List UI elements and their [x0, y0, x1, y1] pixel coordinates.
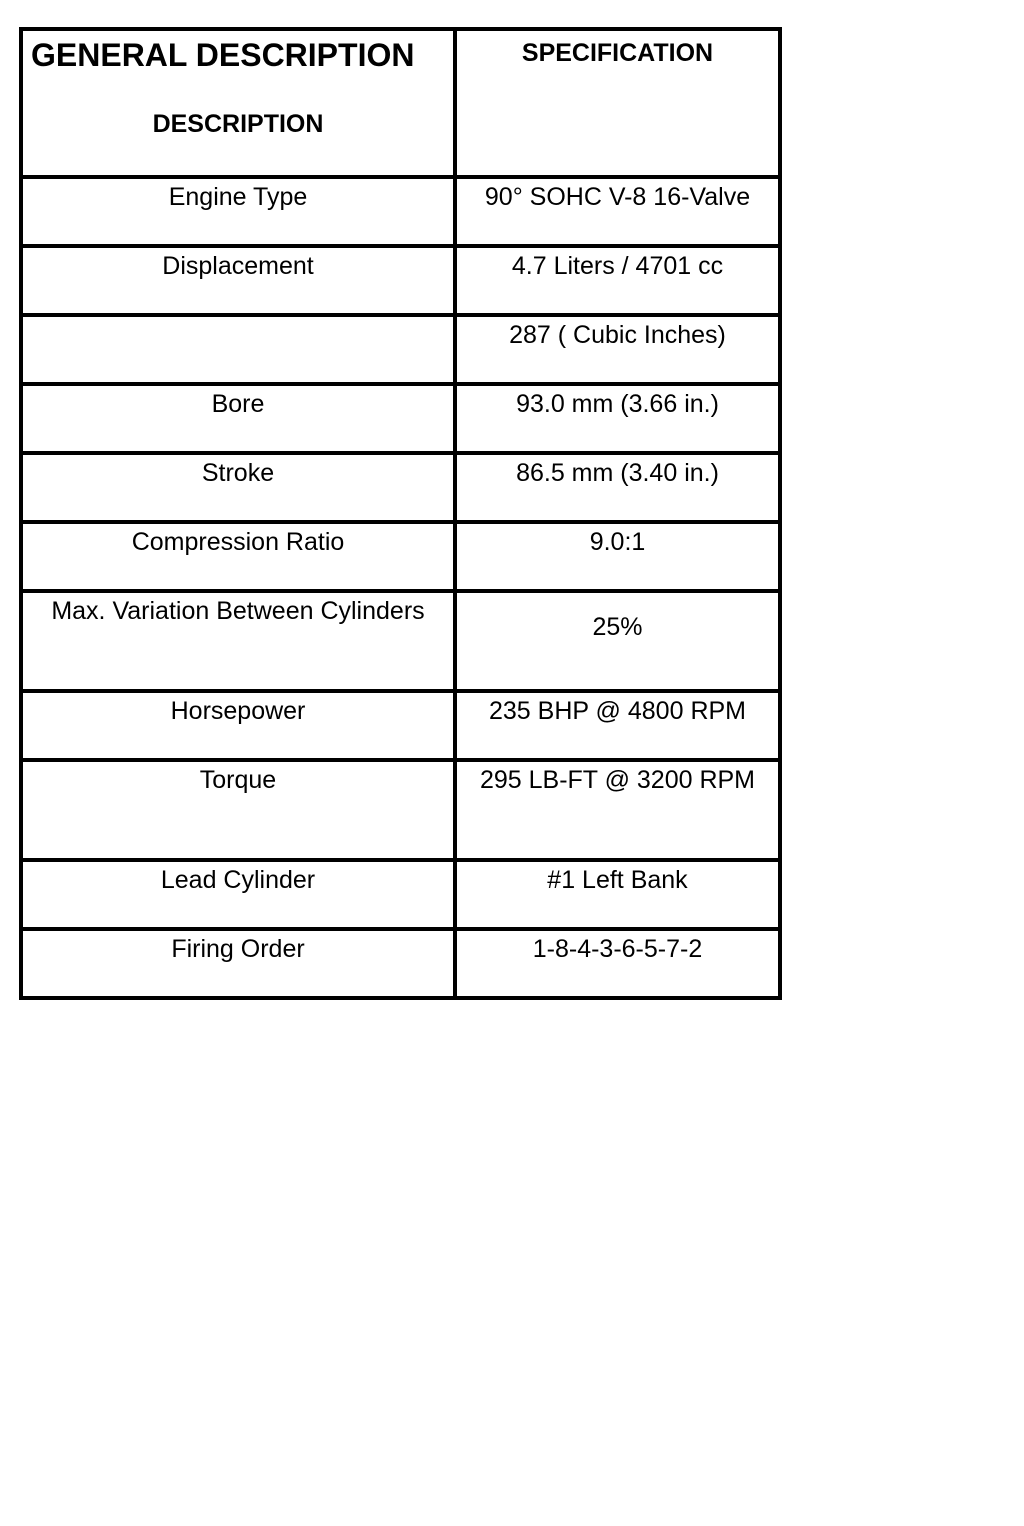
row-specification: 86.5 mm (3.40 in.) — [455, 453, 780, 522]
table-row — [21, 522, 780, 591]
row-specification: 9.0:1 — [455, 522, 780, 591]
table-row — [21, 315, 780, 384]
table-row — [21, 860, 780, 929]
general-description-title: GENERAL DESCRIPTION — [31, 37, 415, 73]
header-specification-cell — [455, 29, 780, 177]
description-column-label: DESCRIPTION — [152, 110, 324, 138]
row-description: Stroke — [21, 453, 455, 522]
table-row — [21, 453, 780, 522]
row-specification: 4.7 Liters / 4701 cc — [455, 246, 780, 315]
specification-column-label: SPECIFICATION — [521, 39, 714, 67]
table-row — [21, 384, 780, 453]
row-description: Horsepower — [21, 691, 455, 760]
row-specification: 295 LB-FT @ 3200 RPM — [455, 760, 780, 860]
table-row — [21, 760, 780, 860]
row-description: Max. Variation Between Cylinders — [21, 591, 455, 691]
row-description: Lead Cylinder — [21, 860, 455, 929]
row-description: Displacement — [21, 246, 455, 315]
row-specification: 25% — [455, 591, 780, 691]
row-description: Bore — [21, 384, 455, 453]
table-header-row — [21, 29, 780, 177]
table-row — [21, 591, 780, 691]
row-specification: 1-8-4-3-6-5-7-2 — [455, 929, 780, 998]
table-row — [21, 929, 780, 998]
row-specification: 287 ( Cubic Inches) — [455, 315, 780, 384]
header-description-cell — [21, 29, 455, 177]
row-specification: #1 Left Bank — [455, 860, 780, 929]
row-specification: 93.0 mm (3.66 in.) — [455, 384, 780, 453]
row-description: Compression Ratio — [21, 522, 455, 591]
table-row — [21, 246, 780, 315]
table-row — [21, 691, 780, 760]
row-specification: 90° SOHC V-8 16-Valve — [455, 177, 780, 246]
row-description — [21, 315, 455, 384]
row-description: Engine Type — [21, 177, 455, 246]
engine-spec-table — [19, 27, 782, 1000]
row-description: Torque — [21, 760, 455, 860]
row-description: Firing Order — [21, 929, 455, 998]
table-row — [21, 177, 780, 246]
row-specification: 235 BHP @ 4800 RPM — [455, 691, 780, 760]
